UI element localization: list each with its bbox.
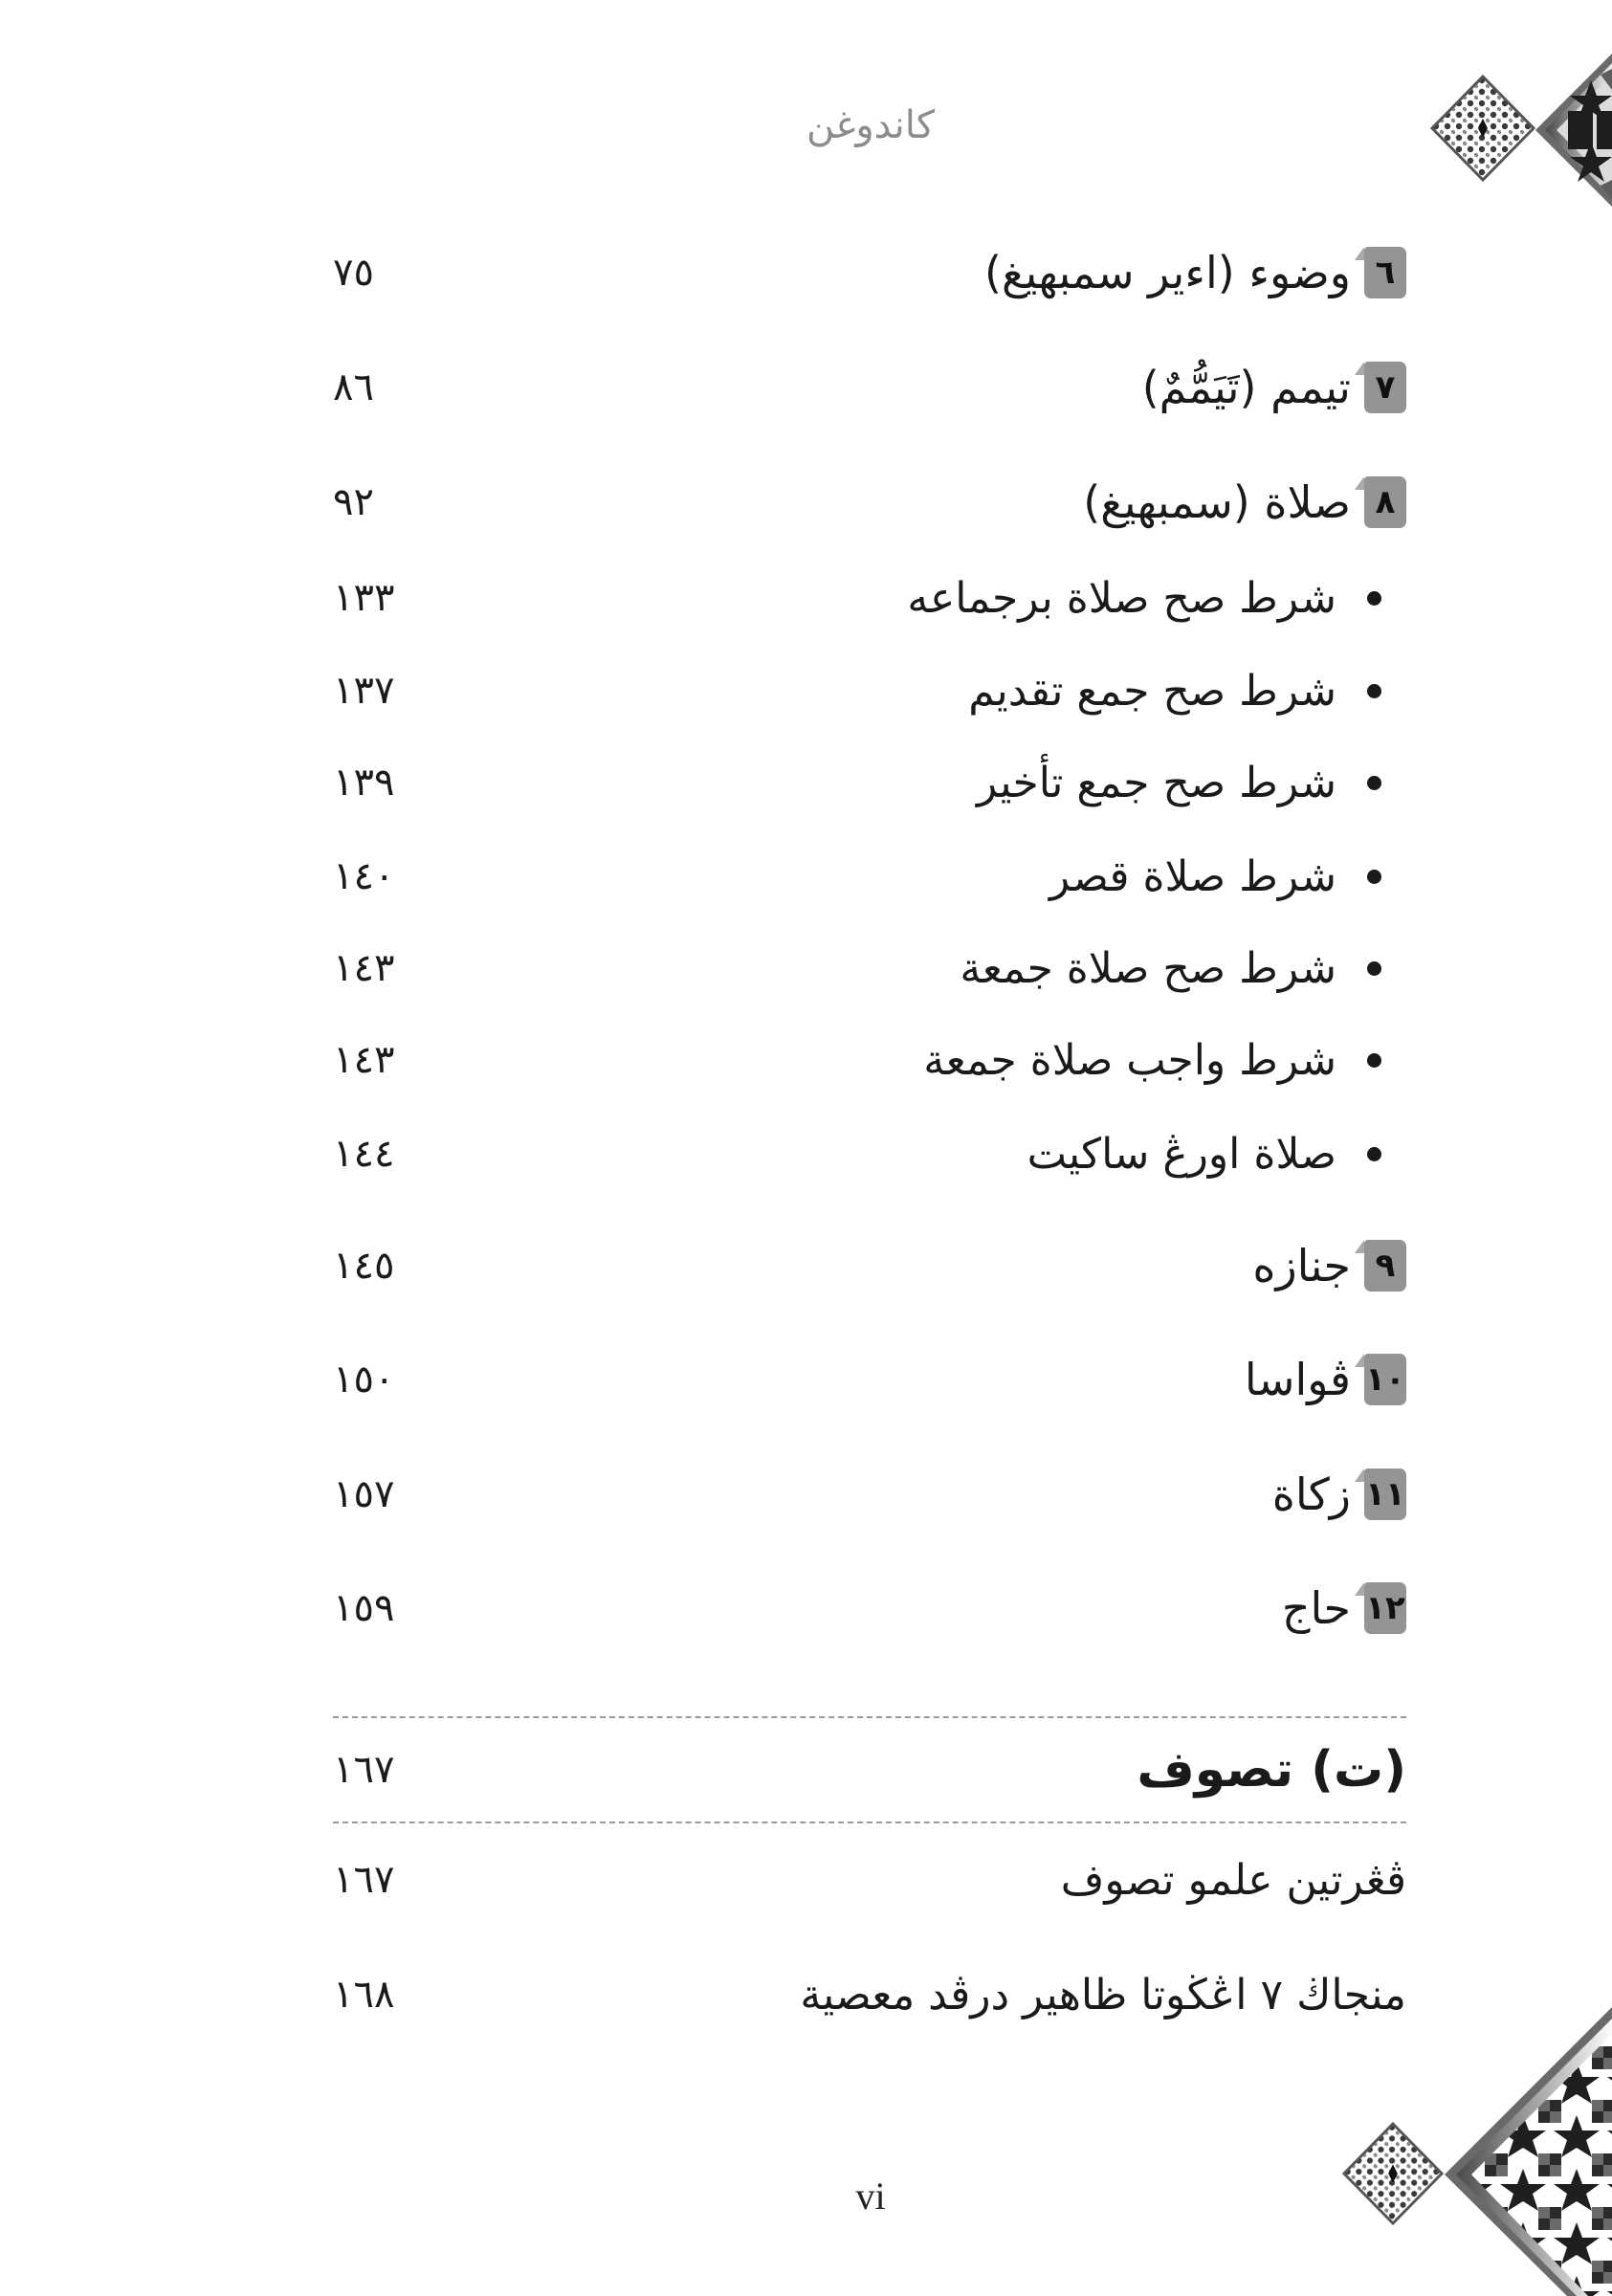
bullet-dot-icon [1367, 1147, 1381, 1161]
page-number: ٧٥ [333, 251, 374, 295]
toc-subentry-title: شرط صح صلاة جمعة [960, 943, 1336, 993]
chapter-number-badge: ١٠ [1364, 1354, 1406, 1405]
toc-subentry[interactable] [325, 744, 1406, 821]
running-head: كاندوغن [806, 103, 936, 147]
toc-entry-title: تيمم (تَيَمُّمٌ) [1141, 362, 1351, 413]
toc-subentry[interactable] [325, 560, 1406, 636]
toc-entry-title: جنازه [1252, 1240, 1351, 1292]
toc-entry-chapter-6[interactable] [325, 234, 1406, 311]
toc-entry-title: منجاڬ ٧ اڠڬوتا ظاهير درڤد معصية [800, 1970, 1406, 2020]
toc-entry-title: ڤڠرتين علمو تصوف [1060, 1855, 1406, 1905]
page-number: ١٤٣ [333, 946, 395, 990]
toc-subentry-title: شرط صح جمع تقديم [968, 666, 1336, 716]
geometric-diamond-icon [1430, 75, 1535, 182]
toc-entry[interactable] [325, 1842, 1406, 1918]
toc-subentry-title: شرط صح جمع تأخير [976, 758, 1336, 807]
page-number: ٨٦ [333, 365, 374, 409]
page-number: ١٣٧ [333, 669, 395, 713]
page-number: ١٥٠ [333, 1358, 395, 1402]
page-number: ١٦٧ [333, 1748, 395, 1792]
page-number: ١٥٧ [333, 1472, 395, 1516]
geometric-diamond-icon [1534, 46, 1612, 218]
page-number: ٩٢ [333, 480, 374, 524]
page-number: ١٣٣ [333, 576, 395, 620]
chapter-number-badge: ٦ [1364, 247, 1406, 298]
page-number: ١٤٥ [333, 1244, 395, 1288]
toc-subentry[interactable] [325, 1115, 1406, 1192]
chapter-number-badge: ١٢ [1364, 1582, 1406, 1634]
bullet-dot-icon [1367, 961, 1381, 976]
toc-subentry[interactable] [325, 930, 1406, 1006]
bullet-dot-icon [1367, 870, 1381, 884]
toc-subentry[interactable] [325, 1022, 1406, 1098]
toc-entry-chapter-10[interactable] [325, 1341, 1406, 1418]
dotted-divider [333, 1821, 1406, 1823]
chapter-number-badge: ١١ [1364, 1468, 1406, 1520]
page-number: ١٤٤ [333, 1132, 395, 1176]
toc-subentry[interactable] [325, 838, 1406, 915]
toc-entry-title: ڤواسا [1244, 1354, 1351, 1405]
dotted-divider [333, 1716, 1406, 1718]
toc-entry[interactable] [325, 1956, 1406, 2033]
toc-entry-chapter-9[interactable] [325, 1227, 1406, 1304]
toc-section-heading[interactable] [325, 1732, 1406, 1808]
page-number: ١٤٣ [333, 1038, 395, 1082]
bullet-dot-icon [1367, 591, 1381, 606]
bullet-dot-icon [1367, 776, 1381, 790]
geometric-diamond-icon [1443, 2004, 1612, 2296]
toc-entry-title: وضوء (اءير سمبهيغ) [984, 247, 1351, 298]
chapter-number-badge: ٩ [1364, 1240, 1406, 1292]
toc-entry-chapter-12[interactable] [325, 1570, 1406, 1646]
bullet-dot-icon [1367, 684, 1381, 698]
toc-subentry-title: شرط واجب صلاة جمعة [923, 1035, 1336, 1085]
toc-subentry-title: شرط صلاة قصر [1049, 851, 1336, 901]
page-number: ١٤٠ [333, 854, 395, 898]
toc-subentry[interactable] [325, 652, 1406, 729]
bullet-dot-icon [1367, 1053, 1381, 1068]
page-folio: vi [855, 2175, 886, 2218]
chapter-number-badge: ٨ [1364, 476, 1406, 528]
page-number: ١٦٨ [333, 1973, 395, 2017]
page-number: ١٦٧ [333, 1858, 395, 1902]
toc-entry-chapter-11[interactable] [325, 1456, 1406, 1533]
page-number: ١٣٩ [333, 761, 395, 805]
page-number: ١٥٩ [333, 1586, 395, 1630]
toc-entry-title: صلاة (سمبهيغ) [1083, 476, 1351, 528]
chapter-number-badge: ٧ [1364, 362, 1406, 413]
section-title: (ت) تصوف [1137, 1741, 1406, 1799]
toc-entry-title: حاج [1281, 1582, 1351, 1634]
toc-subentry-title: شرط صح صلاة برجماعه [907, 573, 1336, 623]
toc-subentry-title: صلاة اورڠ ساكيت [1027, 1129, 1336, 1179]
toc-entry-chapter-7[interactable] [325, 349, 1406, 426]
toc-entry-title: زكاة [1271, 1468, 1351, 1520]
toc-entry-chapter-8[interactable] [325, 464, 1406, 541]
